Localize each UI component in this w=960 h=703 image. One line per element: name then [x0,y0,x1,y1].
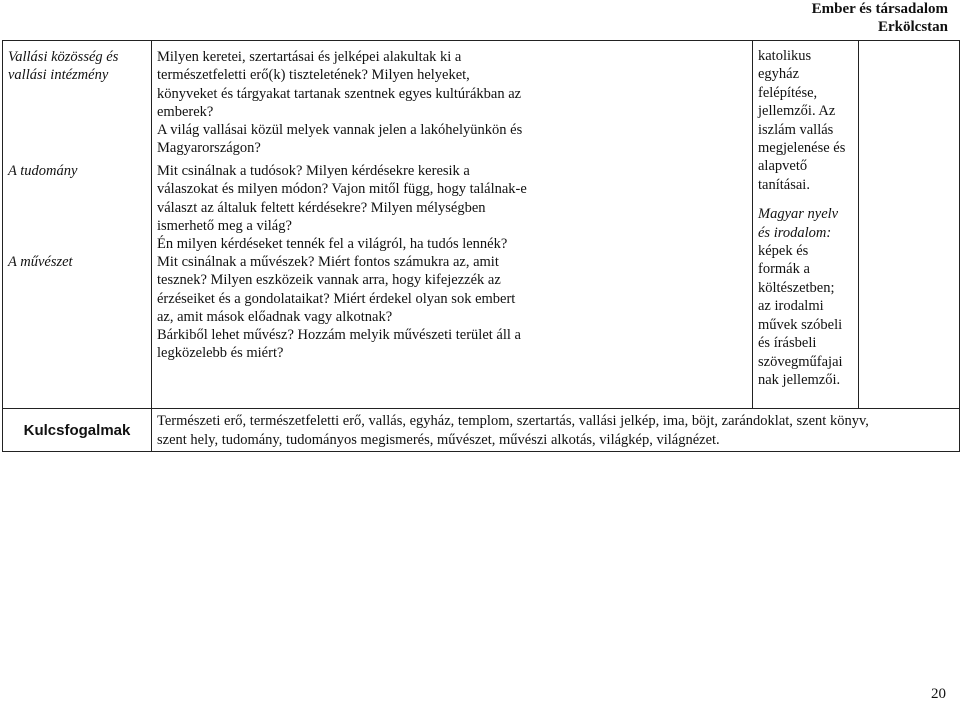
header-course: Erkölcstan [877,19,948,35]
question-line: emberek? [157,103,214,120]
header-subject: Ember és társadalom [811,1,948,17]
question-line: tesznek? Milyen eszközeik vannak arra, hogy kifejezzék az [157,272,501,289]
connection-line: megjelenése és [758,140,846,157]
keywords-line: szent hely, tudomány, tudományos megismerés, művészet, művészi alkotás, világkép, világnézet. [157,431,720,448]
question-line: könyveket és tárgyakat tartanak szentnek egyes kultúrákban az [157,85,522,102]
connection-line: iszlám vallás [758,121,834,138]
connection-line: költészetben; [758,279,835,296]
connections-text [758,47,861,389]
connection-line: művek szóbeli [758,316,843,333]
empty-cell [859,41,960,409]
connection-line: felépítése, [758,84,818,101]
connection-line: nak jellemzői. [758,371,841,388]
keywords-row [3,409,960,452]
question-line: ismerhető meg a világ? [157,217,292,234]
keywords-line: Természeti erő, természetfeletti erő, vallás, egyház, templom, szertartás, vallási jelkép, ima, böjt, zarándoklat, szent könyv, [157,413,869,429]
question-line: legközelebb és miért? [157,345,284,362]
topic-title-science: A tudomány [8,163,78,179]
question-line: természetfeletti erő(k) tiszteletének? Milyen helyeket, [157,67,470,84]
topic-title-religion: Vallási közösség és vallási intézmény [8,49,119,83]
connection-subject: és irodalom: [758,224,832,241]
connection-line: formák a [758,261,810,278]
question-line: A világ vallásai közül melyek vannak jelen a lakóhelyünkön és [157,122,523,139]
question-line: Milyen keretei, szertartásai és jelképei alakultak ki a [157,49,462,65]
page-header [812,0,948,36]
topics-row [3,41,960,409]
question-line: Mit csinálnak a tudósok? Milyen kérdésekre keresik a [157,163,470,179]
topic-questions-cell [152,41,753,409]
curriculum-table [2,40,960,452]
questions-religion [157,48,522,158]
question-line: érzéseiket és a gondolataikat? Miért érdekel olyan sok embert [157,290,516,307]
connection-line: jellemzői. Az [758,103,836,120]
topic-title-art: A művészet [8,254,73,270]
question-line: Én milyen kérdéseket tennék fel a világról, ha tudós lennék? [157,236,508,253]
connections-cell [753,41,859,409]
connection-line: tanításai. [758,176,810,193]
questions-art [157,253,521,363]
connection-line: az irodalmi [758,298,824,315]
connection-line: képek és [758,243,809,260]
topic-titles-cell [3,41,152,409]
connection-line: egyház [758,66,800,83]
keywords-cell [152,409,960,452]
connection-line: alapvető [758,158,808,175]
connection-line: katolikus [758,48,812,64]
question-line: válaszokat és milyen módon? Vajon mitől függ, hogy találnak-e [157,181,527,198]
connection-subject: Magyar nyelv [758,206,839,223]
connection-line: és írásbeli [758,335,817,352]
question-line: Bárkiből lehet művész? Hozzám melyik művészeti terület áll a [157,327,521,344]
question-line: Mit csinálnak a művészek? Miért fontos számukra az, amit [157,254,499,270]
questions-science [157,162,527,253]
question-line: Magyarországon? [157,140,261,157]
keywords-label: Kulcsfogalmak [3,409,152,452]
question-line: választ az általuk feltett kérdésekre? Milyen mélységben [157,199,486,216]
question-line: az, amit mások előadnak vagy alkotnak? [157,308,393,325]
page-number: 20 [931,686,946,702]
spacer [758,194,861,205]
connection-line: szövegműfajai [758,353,843,370]
